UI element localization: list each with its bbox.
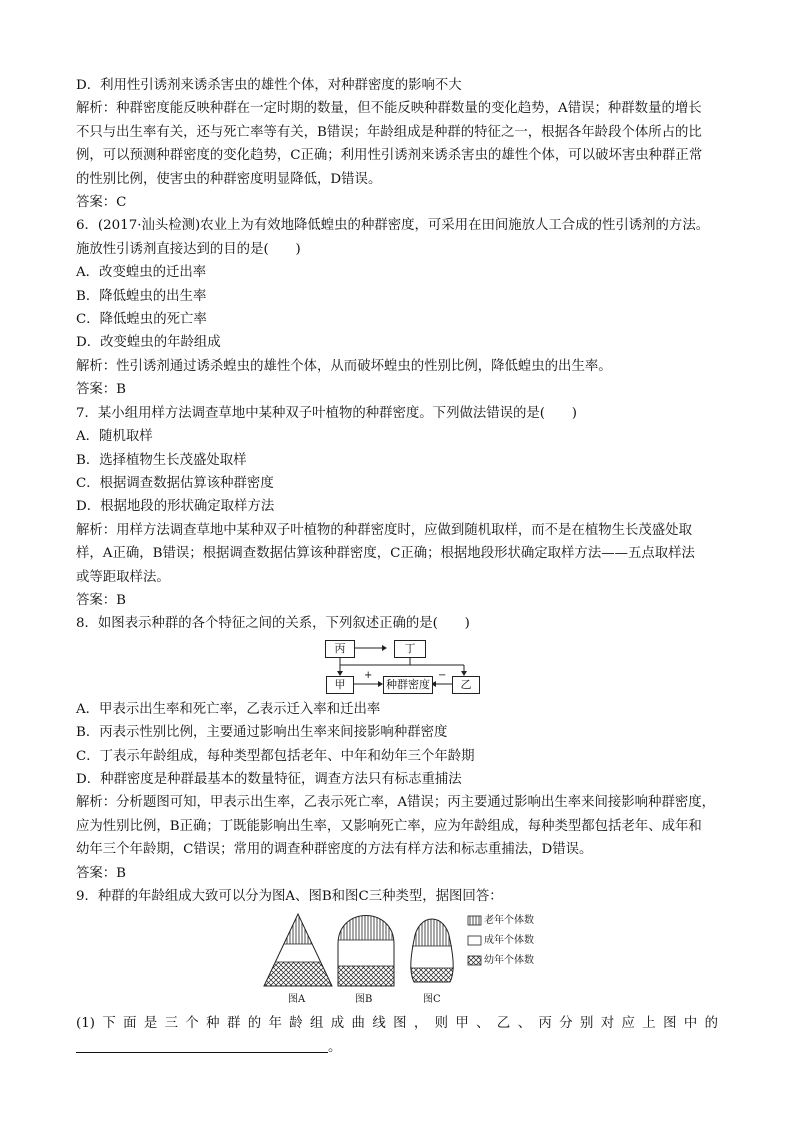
text-line: 6．(2017·汕头检测)农业上为有效地降低蝗虫的种群密度，可采用在田间施放人工合成的性引诱剂的方法。 [76, 218, 710, 234]
box-jia: 甲 [326, 676, 354, 694]
text-line: B．选择植物生长茂盛处取样 [76, 452, 247, 468]
minus-sign: − [438, 669, 447, 681]
text-line: 解析：性引诱剂通过诱杀蝗虫的雄性个体，从而破坏蝗虫的性别比例，降低蝗虫的出生率。 [76, 358, 612, 374]
text-line: 7．某小组用样方法调查草地中某种双子叶植物的种群密度。下列做法错误的是( ) [76, 405, 578, 421]
caption-figure-b: 图B [355, 994, 373, 1006]
answer-blank-line [76, 1036, 718, 1059]
text-line: C．根据调查数据估算该种群密度 [76, 475, 274, 491]
box-bing: 丙 [325, 640, 355, 658]
text-line: 应为性别比例，B正确；丁既能影响出生率，又影响死亡率，应为年龄组成，每种类型都包括老年、成年和 [76, 818, 702, 834]
caption-figure-a: 图A [288, 994, 306, 1006]
text-block-top [76, 74, 718, 636]
bell-b [336, 910, 396, 988]
caption-figure-c: 图C [423, 994, 441, 1006]
text-line: A．改变蝗虫的迁出率 [76, 265, 207, 281]
pyramid-a [262, 914, 334, 986]
text-line: B．丙表示性别比例，主要通过影响出生率来间接影响种群密度 [76, 725, 448, 741]
text-line: 解析：分析题图可知，甲表示出生率，乙表示死亡率，A错误；丙主要通过影响出生率来间接影响种群密度， [76, 795, 716, 811]
text-line: 样，A正确，B错误；根据调查数据估算该种群密度，C正确；根据地段形状确定取样方法——五点取样法 [76, 546, 695, 562]
legend-adult: 成年个体数 [484, 935, 534, 947]
blank-period: 。 [328, 1039, 342, 1055]
urn-c [406, 910, 458, 984]
age-structure-shapes [76, 910, 718, 1012]
figure-age-structure [76, 910, 718, 1012]
text-line: 的性别比例，使害虫的种群密度明显降低，D错误。 [76, 171, 382, 187]
text-line: 解析：用样方法调查草地中某种双子叶植物的种群密度时，应做到随机取样，而不是在植物生长茂盛处取 [76, 522, 692, 538]
plus-sign: + [364, 669, 373, 681]
text-line: 答案：B [76, 865, 127, 881]
text-line: 9．种群的年龄组成大致可以分为图A、图B和图C三种类型，据图回答： [76, 889, 503, 904]
text-line: 幼年三个年龄期，C错误；常用的调查种群密度的方法有样方法和标志重捕法，D错误。 [76, 842, 593, 858]
text-line: 答案：B [76, 592, 127, 608]
text-line: A．随机取样 [76, 429, 153, 445]
text-line: 解析：种群密度能反映种群在一定时期的数量，但不能反映种群数量的变化趋势，A错误；种群数量的增长 [76, 101, 702, 117]
text-line: D．利用性引诱剂来诱杀害虫的雄性个体，对种群密度的影响不大 [76, 78, 462, 93]
text-line: 或等距取样法。 [76, 569, 170, 585]
document-page [76, 74, 718, 1059]
text-line: B．降低蝗虫的出生率 [76, 288, 207, 304]
text-line: 例，可以预测种群密度的变化趋势，C正确；利用性引诱剂来诱杀害虫的雄性个体，可以破坏害虫种群正常 [76, 148, 703, 164]
legend-old: 老年个体数 [484, 915, 534, 927]
text-line: D．改变蝗虫的年龄组成 [76, 335, 221, 351]
text-line: 8．如图表示种群的各个特征之间的关系，下列叙述正确的是( ) [76, 616, 470, 632]
text-line: 不只与出生率有关，还与死亡率等有关，B错误；年龄组成是种群的特征之一，根据各年龄段个体所占的比 [76, 124, 702, 140]
box-yi: 乙 [452, 676, 480, 694]
box-ding: 丁 [394, 640, 426, 658]
text-line: 施放性引诱剂直接达到的目的是( ) [76, 241, 301, 257]
text-line: C．丁表示年龄组成，每种类型都包括老年、中年和幼年三个年龄期 [76, 748, 475, 764]
text-line: 答案：B [76, 382, 127, 398]
figure-population-characteristics [76, 638, 718, 696]
text-line: D．根据地段的形状确定取样方法 [76, 499, 275, 515]
text-line: 答案：C [76, 195, 127, 211]
text-block-middle [76, 698, 718, 909]
question-9-part-1: (1)下面是三个种群的年龄组成曲线图，则甲、乙、丙分别对应上图中的 [76, 1016, 718, 1032]
answer-blank[interactable] [76, 1038, 328, 1053]
text-line: C．降低蝗虫的死亡率 [76, 312, 207, 328]
legend-young: 幼年个体数 [484, 955, 534, 967]
box-population-density: 种群密度 [383, 676, 433, 694]
text-line: D．种群密度是种群最基本的数量特征，调查方法只有标志重捕法 [76, 771, 462, 787]
text-line: A．甲表示出生率和死亡率，乙表示迁入率和迁出率 [76, 701, 381, 717]
